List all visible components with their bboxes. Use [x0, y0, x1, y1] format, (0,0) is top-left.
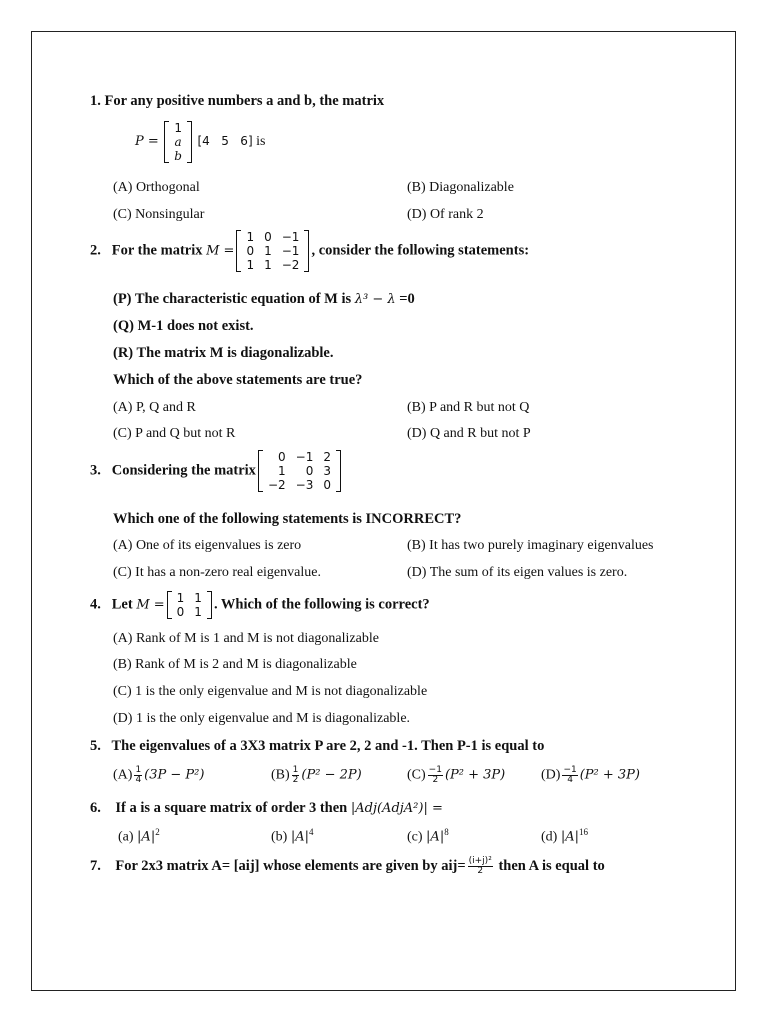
question-text: For the matrix — [111, 242, 203, 259]
option-d[interactable]: (D) The sum of its eigen values is zero. — [407, 565, 628, 580]
question-6 — [90, 800, 443, 817]
option-c[interactable]: (C) P and Q but not R — [113, 426, 236, 441]
column-vector: 1 a b — [164, 121, 192, 163]
statement-p: (P) The characteristic equation of M is λ³ − λ =0 — [113, 291, 415, 307]
statement-r: (R) The matrix M is diagonalizable. — [113, 345, 334, 361]
option-a[interactable]: (a) $|A|^2$ — [118, 827, 160, 845]
expression-tail: is — [256, 134, 266, 150]
option-d[interactable]: (D) 1 is the only eigenvalue and M is diagonalizable. — [113, 711, 411, 726]
matrix-label: M = — [136, 597, 165, 613]
matrix-m: 1 1 0 1 — [167, 591, 212, 619]
question-text-tail: . Which of the following is correct? — [213, 596, 430, 613]
option-c[interactable]: (C) $\frac{-1}{2}$ (P² + 3P) — [407, 765, 506, 785]
option-a[interactable]: (A) Orthogonal — [113, 180, 200, 195]
option-b[interactable]: (b) $|A|^4$ — [271, 827, 314, 845]
fraction: $\frac{\text{(i+j)²}}{2}$ — [468, 856, 492, 876]
question-7 — [90, 857, 605, 876]
question-text: For any positive numbers a and b, the matrix — [104, 93, 385, 109]
option-a[interactable]: (A) One of its eigenvalues is zero — [113, 538, 302, 553]
option-d[interactable]: (D) $\frac{-1}{4}$ (P² + 3P) — [541, 765, 640, 785]
question-text: The eigenvalues of a 3X3 matrix P are 2, 2 and -1. Then P-1 is equal to — [111, 738, 545, 754]
matrix-m: 1 0 −1 0 1 −1 1 1 −2 — [236, 230, 309, 272]
statement-q: (Q) M-1 does not exist. — [113, 318, 254, 334]
option-a[interactable]: (A) P, Q and R — [113, 400, 196, 415]
question-math: |Adj(AdjA²)| = — [350, 801, 443, 816]
question-1-expression — [135, 121, 265, 163]
row-vector: [4 5 6] — [197, 134, 253, 149]
question-number: 4. — [90, 596, 101, 613]
option-b[interactable]: (B) It has two purely imaginary eigenvalues — [407, 538, 654, 553]
question-number: 7. — [90, 857, 101, 874]
option-c[interactable]: (c) $|A|^8$ — [407, 827, 449, 845]
question-3-prompt: Which one of the following statements is INCORRECT? — [113, 511, 462, 527]
question-3 — [90, 450, 343, 492]
question-text-tail: , consider the following statements: — [311, 242, 530, 259]
question-text: Let — [111, 596, 133, 613]
question-2 — [90, 230, 529, 272]
option-a[interactable]: (A) $\frac{1}{4}$ (3P − P²) — [113, 765, 205, 785]
option-b[interactable]: (B) Rank of M is 2 and M is diagonalizable — [113, 657, 357, 672]
question-1 — [90, 93, 384, 110]
question-number: 1. — [90, 93, 101, 109]
question-number: 6. — [90, 800, 101, 816]
question-2-prompt: Which of the above statements are true? — [113, 372, 363, 388]
question-5 — [90, 738, 544, 755]
option-c[interactable]: (C) It has a non-zero real eigenvalue. — [113, 565, 321, 580]
question-text-tail: then A is equal to — [498, 857, 605, 874]
option-b[interactable]: (B) $\frac{1}{2}$ (P² − 2P) — [271, 765, 362, 785]
option-c[interactable]: (C) Nonsingular — [113, 207, 205, 222]
option-b[interactable]: (B) Diagonalizable — [407, 180, 514, 195]
option-b[interactable]: (B) P and R but not Q — [407, 400, 530, 415]
matrix: 0 −1 2 1 0 3 −2 −3 0 — [258, 450, 341, 492]
question-4 — [90, 591, 430, 619]
option-c[interactable]: (C) 1 is the only eigenvalue and M is not diagonalizable — [113, 684, 428, 699]
question-number: 2. — [90, 242, 101, 259]
question-number: 3. — [90, 462, 101, 479]
matrix-label: P = — [135, 134, 159, 150]
question-text: Considering the matrix — [111, 462, 256, 479]
option-a[interactable]: (A) Rank of M is 1 and M is not diagonalizable — [113, 631, 379, 646]
matrix-label: M = — [206, 243, 235, 259]
question-text: If a is a square matrix of order 3 then — [115, 800, 348, 816]
option-d[interactable]: (D) Of rank 2 — [407, 207, 484, 222]
option-d[interactable]: (D) Q and R but not P — [407, 426, 531, 441]
question-number: 5. — [90, 738, 101, 754]
question-text: For 2x3 matrix A= [aij] whose elements are given by aij= — [115, 857, 466, 874]
option-d[interactable]: (d) $|A|^{16}$ — [541, 827, 588, 845]
